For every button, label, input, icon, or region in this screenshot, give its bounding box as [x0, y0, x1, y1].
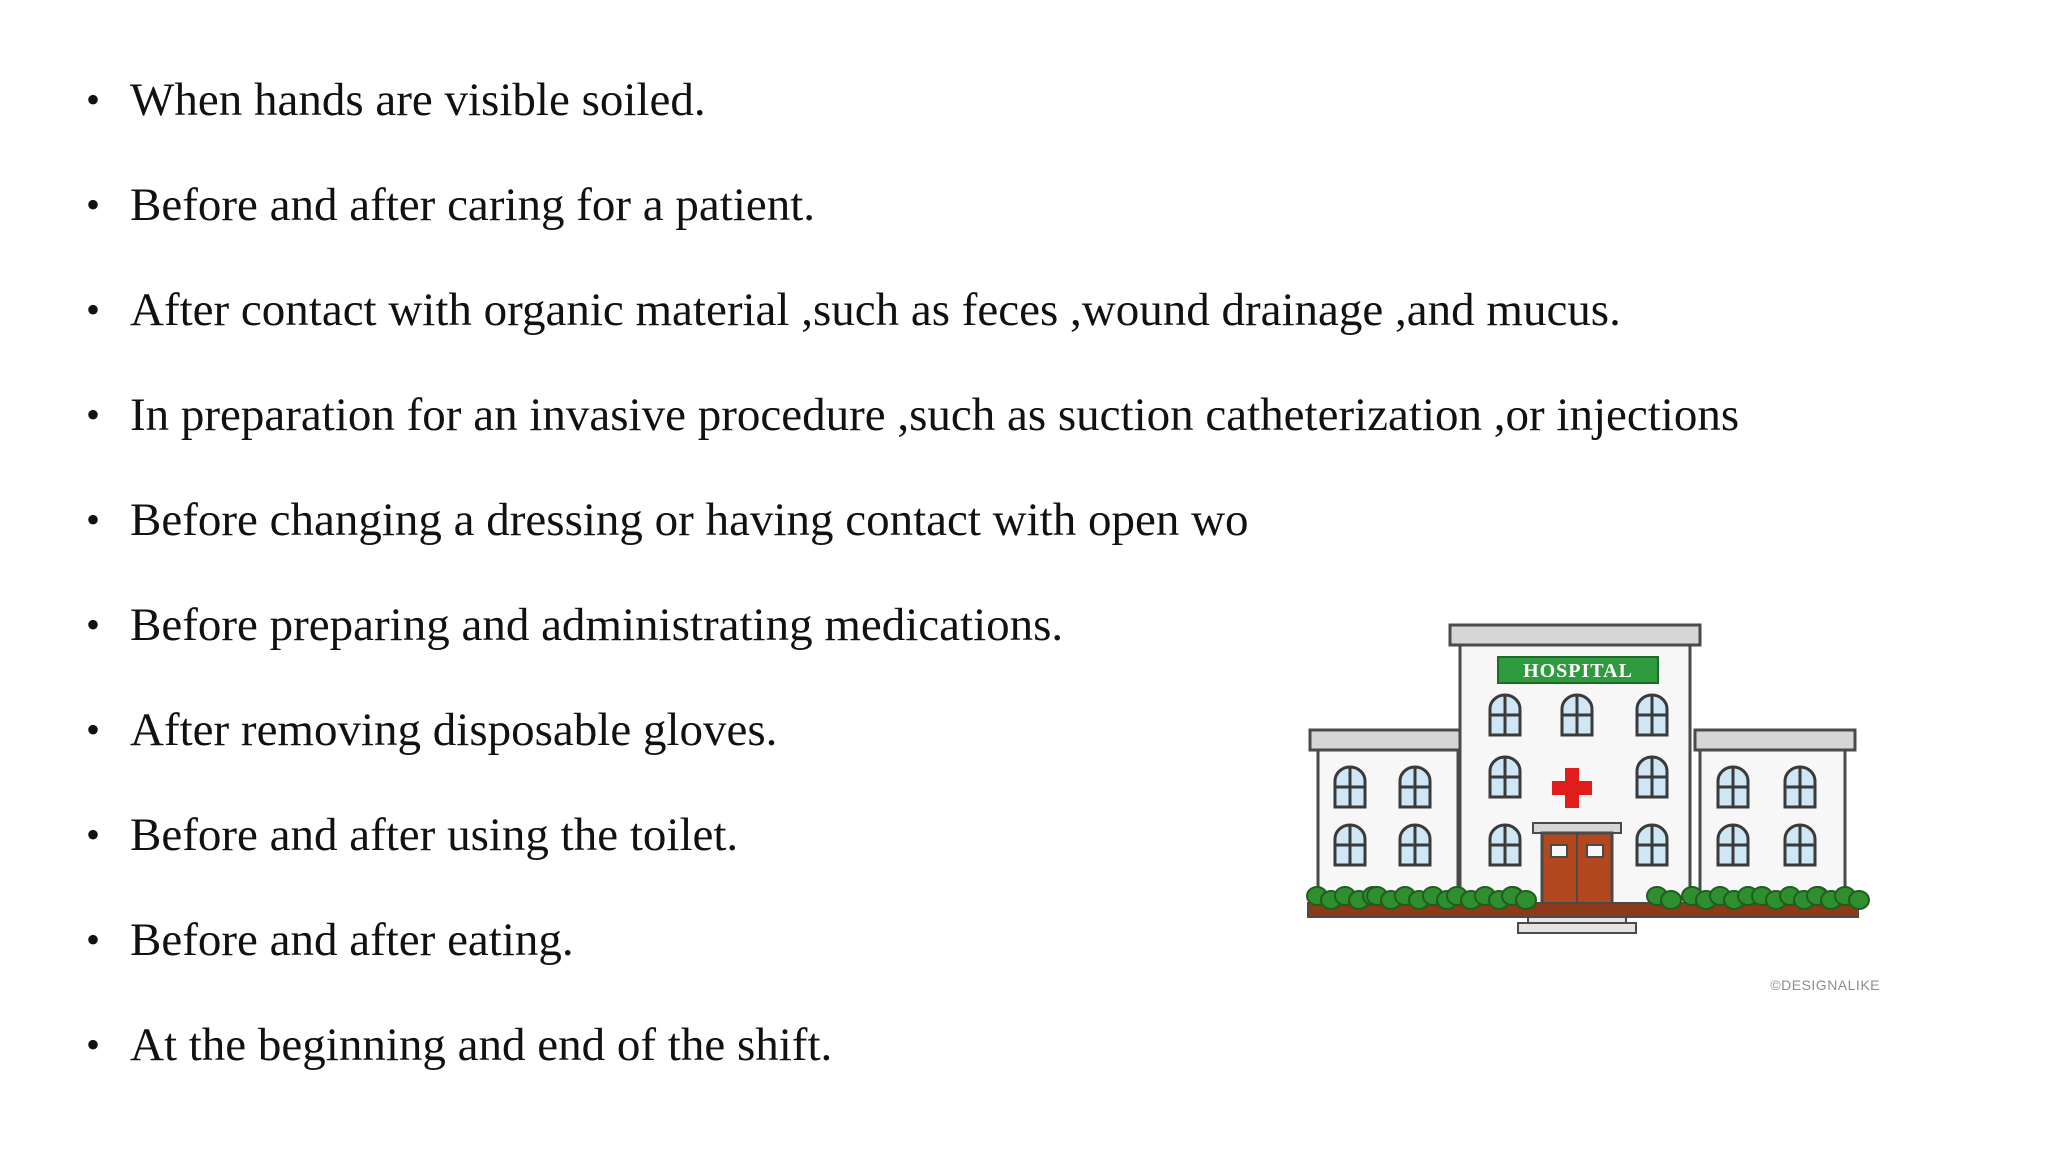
bullet-text: At the beginning and end of the shift. [130, 1019, 833, 1071]
bullet-icon: • [86, 287, 101, 332]
window [1718, 767, 1748, 807]
bullet-icon: • [86, 392, 101, 437]
bullet-text: After removing disposable gloves. [130, 704, 778, 756]
center-roof [1450, 625, 1700, 645]
bullet-text: When hands are visible soiled. [130, 74, 706, 126]
window [1400, 767, 1430, 807]
window [1335, 767, 1365, 807]
window [1637, 825, 1667, 865]
bullet-icon: • [86, 602, 101, 647]
list-item [86, 997, 1986, 1102]
left-wing-roof [1310, 730, 1465, 750]
window [1400, 825, 1430, 865]
bullet-icon: • [86, 182, 101, 227]
list-item [86, 157, 1986, 262]
hospital-building-icon [1300, 615, 1880, 975]
right-wing-roof [1695, 730, 1855, 750]
bullet-icon: • [86, 497, 101, 542]
bullet-text: In preparation for an invasive procedure ,such as suction catheterization ,or injections [130, 389, 1740, 441]
bullet-text: Before and after eating. [130, 914, 574, 966]
step [1518, 923, 1636, 933]
bullet-text: Before preparing and administrating medications. [130, 599, 1064, 651]
bullet-text: After contact with organic material ,such as feces ,wound drainage ,and mucus. [130, 284, 1621, 336]
window [1785, 825, 1815, 865]
window [1637, 695, 1667, 735]
door-window-right [1587, 845, 1603, 857]
bullet-icon: • [86, 917, 101, 962]
bullet-text: Before changing a dressing or having contact with open wo [130, 494, 1249, 546]
bullet-text: Before and after caring for a patient. [130, 179, 816, 231]
bullet-icon: • [86, 77, 101, 122]
bullet-text: Before and after using the toilet. [130, 809, 739, 861]
door-window-left [1551, 845, 1567, 857]
list-item [86, 472, 1986, 577]
image-credit: ©DESIGNALIKE [1770, 977, 1880, 993]
bullet-icon: • [86, 707, 101, 752]
hospital-sign-text: HOSPITAL [1523, 660, 1633, 682]
window [1785, 767, 1815, 807]
window [1335, 825, 1365, 865]
window [1490, 695, 1520, 735]
window [1562, 695, 1592, 735]
list-item [86, 367, 1986, 472]
bush [1661, 891, 1681, 909]
hospital-illustration [1300, 615, 1880, 995]
bullet-icon: • [86, 812, 101, 857]
list-item [86, 262, 1986, 367]
window [1490, 757, 1520, 797]
window [1718, 825, 1748, 865]
bush [1849, 891, 1869, 909]
window [1490, 825, 1520, 865]
window [1637, 757, 1667, 797]
bullet-icon: • [86, 1022, 101, 1067]
bush [1516, 891, 1536, 909]
list-item [86, 52, 1986, 157]
